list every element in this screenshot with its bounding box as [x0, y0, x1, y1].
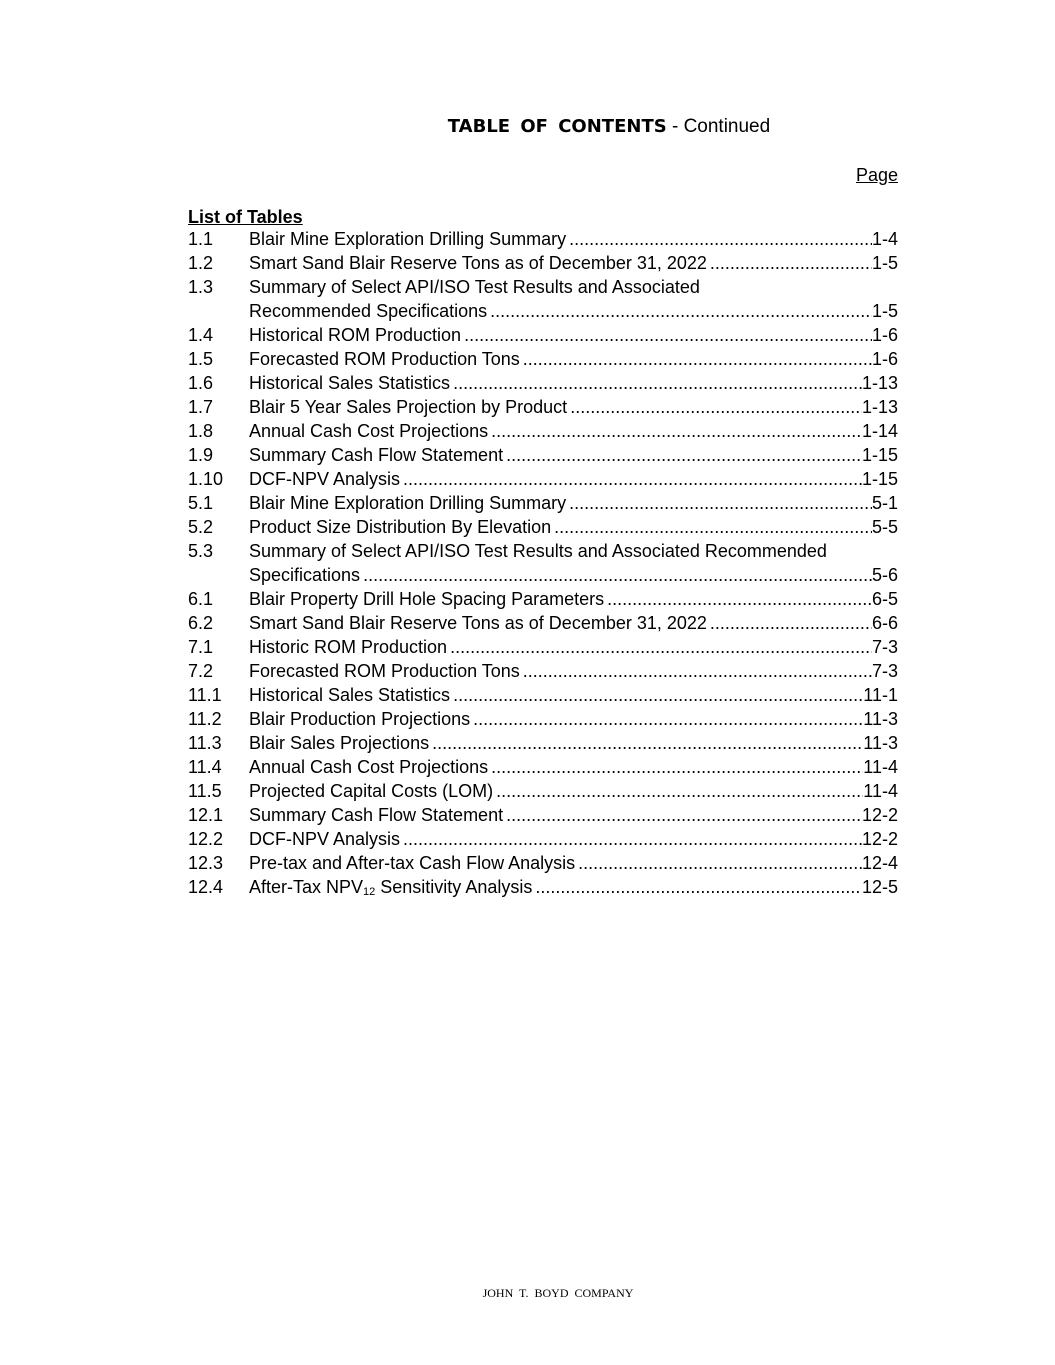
dot-leader: [360, 563, 872, 587]
toc-entry[interactable]: [188, 275, 898, 299]
entry-title: Summary of Select API/ISO Test Results and Associated: [249, 277, 700, 297]
toc-entry[interactable]: [188, 755, 898, 779]
entry-title: Blair Sales Projections: [249, 733, 430, 753]
entry-number: [188, 299, 249, 323]
entry-title: Pre-tax and After-tax Cash Flow Analysis: [249, 853, 576, 873]
toc-entry[interactable]: [188, 515, 898, 539]
entry-page: 5-1: [871, 493, 898, 513]
page-column-header: Page: [855, 165, 898, 185]
toc-entry[interactable]: [188, 347, 898, 371]
entry-number: 1.6: [188, 373, 214, 393]
toc-entry[interactable]: [188, 443, 898, 467]
entry-page: 6-6: [871, 613, 898, 633]
entry-number: 1.2: [188, 253, 214, 273]
entry-title: Projected Capital Costs (LOM): [249, 781, 494, 801]
entry-title: DCF-NPV Analysis: [249, 469, 401, 489]
toc-entry-continuation[interactable]: [188, 299, 898, 323]
entry-title: Summary Cash Flow Statement: [249, 805, 504, 825]
dot-leader: [604, 587, 872, 611]
toc-entry[interactable]: [188, 803, 898, 827]
entry-number: 12.4: [188, 877, 224, 897]
entry-page: 1-6: [871, 349, 898, 369]
dot-leader: [429, 731, 863, 755]
dot-leader: [493, 779, 863, 803]
toc-entry[interactable]: [188, 371, 898, 395]
dot-leader: [488, 419, 862, 443]
entry-title: Specifications: [249, 565, 361, 585]
entry-title: Forecasted ROM Production Tons: [249, 349, 520, 369]
entry-page: 1-13: [861, 397, 898, 417]
entry-number: 6.1: [188, 589, 214, 609]
entry-title: Product Size Distribution By Elevation: [249, 517, 552, 537]
toc-entry[interactable]: [188, 659, 898, 683]
entry-page: 11-3: [863, 709, 898, 729]
entry-title: Blair Production Projections: [249, 709, 471, 729]
entry-title: Forecasted ROM Production Tons: [249, 661, 520, 681]
entry-title: Smart Sand Blair Reserve Tons as of December 31, 2022: [249, 253, 707, 273]
toc-entry[interactable]: [188, 707, 898, 731]
entry-title: Historic ROM Production: [249, 637, 448, 657]
entry-title: Annual Cash Cost Projections: [249, 757, 489, 777]
entry-number: [188, 563, 249, 587]
entry-page: 12-4: [861, 853, 898, 873]
entry-title: Historical Sales Statistics: [249, 685, 451, 705]
entry-title-rest: Sensitivity Analysis: [375, 877, 533, 897]
entry-number: 5.1: [188, 493, 214, 513]
toc-entry[interactable]: [188, 539, 898, 563]
toc-entry[interactable]: [188, 827, 898, 851]
dot-leader: [461, 323, 872, 347]
entry-number: 11.4: [188, 757, 222, 777]
dot-leader: [503, 443, 862, 467]
dot-leader: [447, 635, 872, 659]
entry-number: 1.9: [188, 445, 214, 465]
entry-number: 11.2: [188, 709, 222, 729]
entry-page: 12-2: [861, 805, 898, 825]
entry-page: 11-3: [863, 733, 898, 753]
toc-entry[interactable]: [188, 611, 898, 635]
entry-title: Recommended Specifications: [249, 301, 488, 321]
toc-entry[interactable]: [188, 323, 898, 347]
dot-leader: [532, 875, 862, 899]
entry-page: 1-5: [871, 301, 898, 321]
entry-page: 11-4: [863, 781, 898, 801]
entry-page: 11-1: [863, 685, 898, 705]
entry-title: Historical Sales Statistics: [249, 373, 451, 393]
entry-number: 1.1: [188, 229, 214, 249]
dot-leader: [566, 491, 872, 515]
dot-leader: [707, 611, 872, 635]
dot-leader: [400, 467, 862, 491]
toc-entry[interactable]: [188, 851, 898, 875]
dot-leader: [450, 371, 862, 395]
entry-page: 1-5: [871, 253, 898, 273]
title-suffix: - Continued: [666, 116, 771, 137]
entry-page: 1-14: [861, 421, 898, 441]
entry-title: Annual Cash Cost Projections: [249, 421, 489, 441]
dot-leader: [487, 299, 872, 323]
title-bold: TABLE OF CONTENTS: [447, 116, 667, 137]
entry-number: 1.8: [188, 421, 214, 441]
toc-entry[interactable]: [188, 683, 898, 707]
entry-page: 12-5: [861, 877, 898, 897]
toc-entry[interactable]: [188, 227, 898, 251]
dot-leader: [575, 851, 862, 875]
entry-page: 1-6: [871, 325, 898, 345]
dot-leader: [551, 515, 872, 539]
entry-title: DCF-NPV Analysis: [249, 829, 401, 849]
page-title: [0, 114, 1055, 140]
entry-title: Smart Sand Blair Reserve Tons as of December 31, 2022: [249, 613, 707, 633]
toc-entry[interactable]: [188, 779, 898, 803]
toc-list: [188, 227, 898, 899]
entry-number: 7.2: [188, 661, 214, 681]
entry-number: 12.3: [188, 853, 224, 873]
entry-page: 5-5: [871, 517, 898, 537]
toc-entry[interactable]: [188, 875, 898, 899]
entry-number: 12.2: [188, 829, 224, 849]
toc-entry[interactable]: [188, 491, 898, 515]
toc-entry[interactable]: [188, 587, 898, 611]
toc-entry[interactable]: [188, 731, 898, 755]
entry-page: 6-5: [871, 589, 898, 609]
footer-company: JOHN T. BOYD COMPANY: [482, 1286, 634, 1300]
entry-page: 1-4: [871, 229, 898, 249]
entry-number: 6.2: [188, 613, 214, 633]
dot-leader: [520, 659, 872, 683]
entry-title: Blair Property Drill Hole Spacing Parameters: [249, 589, 605, 609]
entry-title: Blair Mine Exploration Drilling Summary: [249, 493, 567, 513]
entry-title: [249, 875, 532, 899]
entry-number: 11.5: [188, 781, 222, 801]
toc-entry[interactable]: [188, 395, 898, 419]
entry-number: 7.1: [188, 637, 214, 657]
entry-page: 1-15: [861, 445, 898, 465]
entry-number: 11.3: [188, 733, 222, 753]
dot-leader: [488, 755, 863, 779]
entry-page: 5-6: [871, 565, 898, 585]
entry-number: 1.7: [188, 397, 214, 417]
dot-leader: [566, 227, 872, 251]
entry-number: 5.3: [188, 541, 214, 561]
toc-entry[interactable]: [188, 635, 898, 659]
dot-leader: [450, 683, 863, 707]
entry-page: 12-2: [861, 829, 898, 849]
toc-entry-continuation[interactable]: [188, 563, 898, 587]
dot-leader: [400, 827, 862, 851]
entry-number: 12.1: [188, 805, 224, 825]
dot-leader: [520, 347, 872, 371]
entry-page: 1-15: [861, 469, 898, 489]
entry-number: 5.2: [188, 517, 214, 537]
entry-number: 1.3: [188, 277, 214, 297]
dot-leader: [503, 803, 862, 827]
dot-leader: [707, 251, 872, 275]
entry-page: 1-13: [861, 373, 898, 393]
entry-title-main: After-Tax NPV: [249, 877, 364, 897]
entry-title: Summary of Select API/ISO Test Results and Associated Recommended: [249, 541, 827, 561]
entry-number: 1.5: [188, 349, 214, 369]
toc-entry[interactable]: [188, 419, 898, 443]
entry-title: Summary Cash Flow Statement: [249, 445, 504, 465]
entry-number: 1.10: [188, 469, 224, 489]
entry-title-subscript: 12: [363, 886, 376, 898]
dot-leader: [567, 395, 862, 419]
dot-leader: [470, 707, 863, 731]
entry-title: Blair 5 Year Sales Projection by Product: [249, 397, 568, 417]
entry-title: Blair Mine Exploration Drilling Summary: [249, 229, 567, 249]
entry-number: 1.4: [188, 325, 214, 345]
entry-page: 7-3: [871, 661, 898, 681]
entry-title: Historical ROM Production: [249, 325, 462, 345]
entry-page: 7-3: [871, 637, 898, 657]
toc-entry[interactable]: [188, 251, 898, 275]
section-title: List of Tables: [188, 207, 303, 227]
entry-number: 11.1: [188, 685, 222, 705]
entry-page: 11-4: [863, 757, 898, 777]
toc-entry[interactable]: [188, 467, 898, 491]
